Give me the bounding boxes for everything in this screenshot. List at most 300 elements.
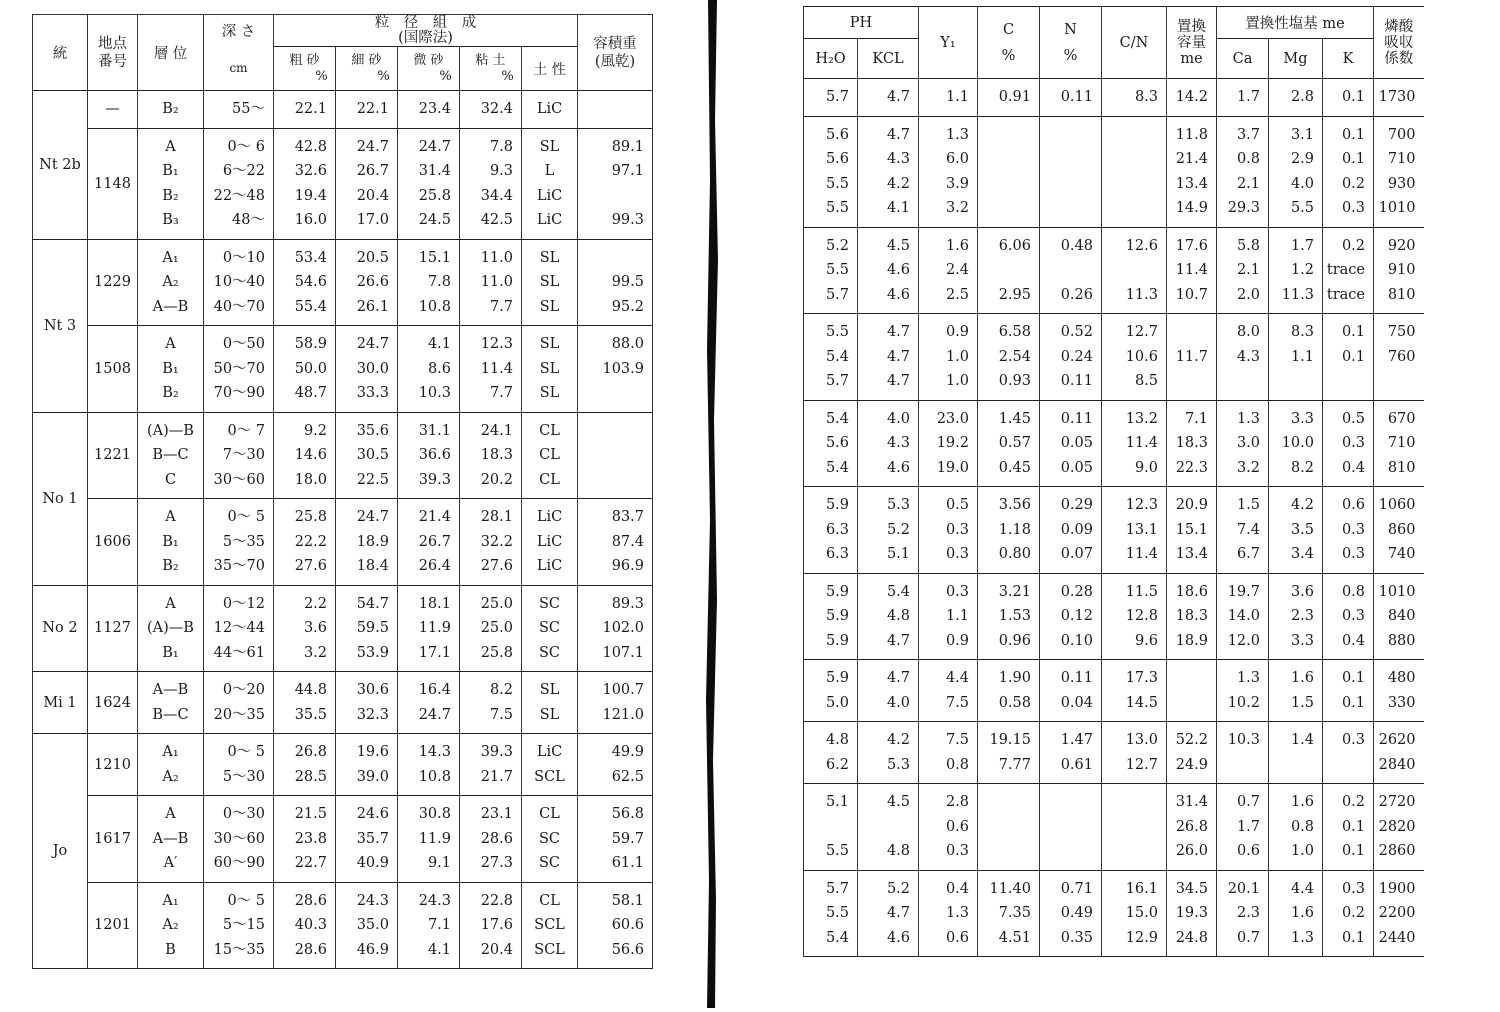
depth-value: 0〜 5	[227, 744, 265, 760]
ca-value: 14.0	[1227, 608, 1260, 624]
bulk-density-value: 89.1	[611, 138, 644, 155]
clay-value: 42.5	[480, 212, 513, 228]
horizon-value: A₁	[162, 892, 179, 909]
ca-value: 0.6	[1236, 843, 1260, 859]
bulk-density-value	[578, 97, 644, 122]
silt-value: 24.7	[418, 138, 451, 155]
cec-value: 52.2	[1175, 732, 1208, 748]
texture-cell	[522, 585, 578, 672]
ca-cell	[1217, 870, 1269, 957]
ph-kcl-cell	[858, 79, 919, 117]
k-value: 0.1	[1341, 670, 1365, 686]
carbon-value: 11.40	[989, 880, 1031, 897]
phosphate-value: 2840	[1378, 756, 1416, 773]
ca-value: 20.1	[1227, 880, 1260, 897]
clay-cell	[460, 672, 522, 734]
cn-cell	[1102, 487, 1167, 574]
ph-kcl-value: 4.7	[886, 324, 910, 340]
silt-cell	[398, 585, 460, 672]
chem-group-row	[804, 573, 1424, 660]
ph-kcl-cell	[858, 227, 919, 314]
bulk-density-value: 60.6	[611, 917, 644, 933]
silt-value: 16.4	[418, 682, 451, 698]
silt-cell	[398, 796, 460, 883]
depth-value: 0〜12	[222, 595, 265, 612]
silt-cell	[398, 91, 460, 129]
depth-cell	[204, 91, 274, 129]
soil-chemical-table	[803, 6, 1424, 957]
ph-kcl-value: 4.5	[886, 237, 910, 254]
cn-value: 14.5	[1125, 694, 1158, 711]
header-cn: C/N	[1102, 7, 1167, 79]
chem-group-row	[804, 660, 1424, 722]
phosphate-cell	[1374, 116, 1424, 227]
clay-value: 21.7	[480, 768, 513, 785]
horizon-value: A₂	[162, 768, 179, 785]
k-cell	[1323, 784, 1374, 871]
mg-value: 4.4	[1290, 880, 1314, 897]
nitrogen-cell	[1040, 314, 1102, 401]
coarse-sand-value: 22.2	[294, 533, 327, 550]
nitrogen-value: 0.11	[1060, 89, 1093, 105]
clay-cell	[460, 128, 522, 239]
cn-value: 12.9	[1125, 929, 1158, 946]
coarse-sand-value: 53.4	[294, 249, 327, 266]
y1-value: 0.9	[945, 324, 969, 340]
k-value: 0.3	[1341, 732, 1365, 748]
phosphate-value: 710	[1387, 151, 1416, 167]
depth-cell	[204, 412, 274, 499]
clay-cell	[460, 585, 522, 672]
bulk-density-value	[578, 443, 644, 468]
coarse-sand-cell	[274, 499, 336, 586]
mg-value: 1.4	[1290, 732, 1314, 748]
carbon-value: 4.51	[998, 929, 1031, 946]
ph-kcl-value: 4.8	[886, 608, 910, 624]
nitrogen-value: 0.07	[1060, 546, 1093, 562]
header-coarse-sand-label: 粗 砂	[289, 52, 320, 68]
cn-value	[1102, 123, 1158, 148]
ph-h2o-value: 5.7	[825, 89, 849, 105]
ph-kcl-value: 4.2	[886, 175, 910, 192]
depth-value: 15〜35	[213, 941, 265, 958]
ph-h2o-value	[804, 815, 849, 840]
k-value: 0.2	[1341, 794, 1365, 810]
k-value: 0.3	[1341, 200, 1365, 216]
ph-kcl-value: 4.6	[886, 286, 910, 303]
ph-kcl-cell	[858, 784, 919, 871]
carbon-value	[978, 839, 1031, 864]
bulk-density-value: 88.0	[611, 336, 644, 352]
coarse-sand-value: 14.6	[294, 447, 327, 463]
fine-sand-cell	[336, 412, 398, 499]
y1-cell	[919, 116, 978, 227]
ca-cell	[1217, 79, 1269, 117]
clay-value: 39.3	[480, 744, 513, 760]
bulk-density-value: 61.1	[611, 855, 644, 871]
mg-value: 3.6	[1290, 583, 1314, 600]
fine-sand-value: 19.6	[356, 744, 389, 760]
carbon-cell	[978, 660, 1040, 722]
header-nitrogen-label: N	[1064, 21, 1077, 38]
mg-value: 8.2	[1290, 459, 1314, 476]
y1-value: 1.1	[945, 608, 969, 624]
k-value: 0.1	[1341, 348, 1365, 365]
texture-value: SL	[539, 682, 560, 698]
nitrogen-value: 0.12	[1060, 608, 1093, 624]
k-cell	[1323, 870, 1374, 957]
y1-cell	[919, 314, 978, 401]
ph-h2o-value: 5.5	[825, 175, 849, 192]
bulk-density-value: 56.8	[611, 806, 644, 822]
carbon-cell	[978, 722, 1040, 784]
texture-value: CL	[539, 806, 560, 822]
horizon-value: B—C	[152, 706, 189, 723]
silt-value: 21.4	[418, 509, 451, 525]
fine-sand-value: 24.7	[356, 336, 389, 352]
clay-value: 24.1	[480, 422, 513, 439]
ph-h2o-value: 5.4	[825, 348, 849, 365]
cec-value: 17.6	[1175, 237, 1208, 254]
cec-value: 24.9	[1175, 756, 1208, 773]
phosphate-value: 1010	[1378, 583, 1416, 600]
horizon-value: B₃	[162, 212, 179, 228]
cn-cell	[1102, 79, 1167, 117]
site-number-cell: 1148	[88, 128, 138, 239]
cn-value	[1102, 172, 1158, 197]
fine-sand-value: 35.6	[356, 422, 389, 439]
cn-value: 11.3	[1125, 286, 1158, 303]
horizon-value: A	[165, 595, 176, 612]
right-page	[725, 0, 1500, 1008]
y1-value: 1.6	[945, 237, 969, 254]
horizon-value: B₁	[162, 163, 179, 179]
horizon-value: A—B	[152, 830, 189, 847]
phosphate-value: 700	[1387, 126, 1416, 143]
coarse-sand-cell	[274, 882, 336, 969]
ph-h2o-value: 5.7	[825, 373, 849, 389]
mg-cell	[1269, 79, 1323, 117]
texture-cell	[522, 91, 578, 129]
nitrogen-value	[1040, 258, 1093, 283]
ph-kcl-cell	[858, 487, 919, 574]
coarse-sand-value: 22.7	[294, 855, 327, 871]
coarse-sand-value: 21.5	[294, 806, 327, 822]
ph-kcl-value: 4.0	[886, 694, 910, 711]
coarse-sand-value: 9.2	[303, 422, 327, 439]
horizon-cell	[138, 734, 204, 796]
k-value: 0.2	[1341, 905, 1365, 921]
mg-cell	[1269, 870, 1323, 957]
nitrogen-value: 0.11	[1060, 410, 1093, 427]
ph-kcl-value: 5.2	[886, 880, 910, 897]
k-cell	[1323, 79, 1374, 117]
cn-value	[1102, 147, 1158, 172]
texture-value: SC	[538, 620, 561, 636]
phosphate-value: 810	[1387, 286, 1416, 303]
carbon-value	[978, 258, 1031, 283]
mg-value: 1.5	[1290, 694, 1314, 711]
site-number-cell: 1606	[88, 499, 138, 586]
header-coarse-sand	[274, 47, 336, 91]
y1-cell	[919, 400, 978, 487]
ca-value: 4.3	[1236, 348, 1260, 365]
phosphate-value: 2620	[1378, 732, 1416, 748]
horizon-cell	[138, 91, 204, 129]
fine-sand-cell	[336, 91, 398, 129]
left-page	[0, 0, 700, 1008]
depth-value: 0〜 5	[227, 892, 265, 909]
horizon-cell	[138, 499, 204, 586]
cn-value: 12.7	[1125, 324, 1158, 340]
ph-h2o-cell	[804, 870, 858, 957]
bulk-density-value: 95.2	[611, 298, 644, 315]
nitrogen-value: 0.61	[1060, 756, 1093, 773]
cec-value: 7.1	[1184, 410, 1208, 427]
ph-kcl-value	[858, 815, 910, 840]
ph-kcl-value: 5.3	[886, 497, 910, 513]
cn-value: 12.3	[1125, 497, 1158, 513]
silt-value: 30.8	[418, 806, 451, 822]
nitrogen-value: 0.35	[1060, 929, 1093, 946]
header-bulk-title: 容積重	[593, 35, 637, 52]
carbon-value: 6.06	[998, 237, 1031, 254]
cec-value: 31.4	[1175, 794, 1208, 810]
site-number-cell: 1617	[88, 796, 138, 883]
depth-value: 6〜22	[222, 163, 265, 179]
cec-cell	[1167, 573, 1217, 660]
bulk-density-value	[578, 468, 644, 493]
ph-kcl-value: 5.4	[886, 583, 910, 600]
fine-sand-value: 30.0	[356, 360, 389, 377]
clay-value: 20.2	[480, 471, 513, 488]
series-cell: No 2	[33, 585, 88, 672]
bulk-density-value: 99.5	[611, 274, 644, 290]
chem-group-row	[804, 784, 1424, 871]
k-value: 0.3	[1341, 521, 1365, 538]
carbon-cell	[978, 870, 1040, 957]
clay-value: 11.4	[480, 360, 513, 377]
fine-sand-cell	[336, 882, 398, 969]
k-cell	[1323, 722, 1374, 784]
site-row	[33, 91, 653, 129]
phosphate-cell	[1374, 784, 1424, 871]
texture-value: CL	[539, 447, 560, 463]
series-cell: Jo	[33, 734, 88, 969]
cec-value: 21.4	[1175, 151, 1208, 167]
fine-sand-cell	[336, 499, 398, 586]
phosphate-value: 740	[1387, 546, 1416, 562]
chem-group-row	[804, 870, 1424, 957]
texture-value: SCL	[534, 941, 565, 958]
depth-value: 0〜 5	[227, 509, 265, 525]
y1-cell	[919, 573, 978, 660]
nitrogen-value	[1040, 172, 1093, 197]
ph-h2o-value: 5.5	[825, 324, 849, 340]
phosphate-value: 330	[1387, 694, 1416, 711]
header-ca: Ca	[1217, 39, 1269, 79]
y1-value: 0.6	[945, 929, 969, 946]
ph-h2o-cell	[804, 400, 858, 487]
ca-value: 1.5	[1236, 497, 1260, 513]
ca-cell	[1217, 314, 1269, 401]
bulk-density-value: 121.0	[602, 706, 644, 723]
series-cell: No 1	[33, 412, 88, 585]
ca-value: 2.0	[1236, 286, 1260, 303]
header-coarse-sand-pct: %	[315, 68, 328, 84]
depth-value: 70〜90	[213, 385, 265, 401]
nitrogen-value	[1040, 196, 1093, 221]
site-number-cell: 1624	[88, 672, 138, 734]
nitrogen-cell	[1040, 400, 1102, 487]
silt-value: 17.1	[418, 644, 451, 661]
coarse-sand-value: 19.4	[294, 187, 327, 204]
carbon-value: 6.58	[998, 324, 1031, 340]
cn-value: 11.4	[1125, 546, 1158, 562]
texture-cell	[522, 796, 578, 883]
horizon-cell	[138, 882, 204, 969]
silt-value: 26.7	[418, 533, 451, 550]
depth-value: 50〜70	[213, 360, 265, 377]
k-value: 0.1	[1341, 818, 1365, 835]
depth-value: 10〜40	[213, 274, 265, 290]
bulk-density-value	[578, 381, 644, 406]
silt-value: 7.1	[427, 917, 451, 933]
y1-value: 2.5	[945, 286, 969, 303]
phosphate-cell	[1374, 227, 1424, 314]
ca-value: 3.0	[1236, 435, 1260, 451]
cec-value: 26.0	[1175, 843, 1208, 859]
header-fine-sand-pct: %	[377, 68, 390, 84]
cec-cell	[1167, 487, 1217, 574]
soil-physical-table	[32, 14, 653, 969]
ca-value: 2.3	[1236, 905, 1260, 921]
y1-value: 6.0	[945, 151, 969, 167]
header-carbon-pct: %	[1001, 47, 1016, 64]
ph-kcl-value: 4.5	[886, 794, 910, 810]
horizon-value: A₁	[162, 249, 179, 266]
clay-value: 8.2	[489, 682, 513, 698]
ca-value	[1217, 753, 1260, 778]
silt-value: 11.9	[418, 620, 451, 636]
ph-h2o-value: 4.8	[825, 732, 849, 748]
header-bases: 置換性塩基 me	[1217, 7, 1374, 39]
mg-value: 4.2	[1290, 497, 1314, 513]
cec-cell	[1167, 116, 1217, 227]
phosphate-value: 750	[1387, 324, 1416, 340]
mg-value: 2.3	[1290, 608, 1314, 624]
clay-value: 9.3	[489, 163, 513, 179]
ca-value: 12.0	[1227, 632, 1260, 649]
mg-cell	[1269, 400, 1323, 487]
silt-value: 39.3	[418, 471, 451, 488]
texture-cell	[522, 412, 578, 499]
y1-value: 2.4	[945, 262, 969, 278]
texture-value: SL	[539, 274, 560, 290]
fine-sand-value: 17.0	[356, 212, 389, 228]
carbon-value: 2.54	[998, 348, 1031, 365]
bulk-density-cell	[578, 326, 653, 413]
coarse-sand-value: 28.6	[294, 892, 327, 909]
cec-value: 14.9	[1175, 200, 1208, 216]
y1-value: 1.0	[945, 373, 969, 389]
k-value: 0.4	[1341, 632, 1365, 649]
cec-value: 18.9	[1175, 632, 1208, 649]
nitrogen-value: 0.24	[1060, 348, 1093, 365]
bulk-density-cell	[578, 499, 653, 586]
mg-cell	[1269, 722, 1323, 784]
mg-cell	[1269, 227, 1323, 314]
cn-value: 12.8	[1125, 608, 1158, 624]
bulk-density-cell	[578, 882, 653, 969]
phosphate-value: 670	[1387, 410, 1416, 427]
silt-value: 24.3	[418, 892, 451, 909]
mg-value: 3.3	[1290, 410, 1314, 427]
clay-value: 27.3	[480, 855, 513, 871]
carbon-cell	[978, 487, 1040, 574]
fine-sand-value: 35.0	[356, 917, 389, 933]
cn-cell	[1102, 784, 1167, 871]
mg-value: 1.0	[1290, 843, 1314, 859]
coarse-sand-cell	[274, 796, 336, 883]
texture-value: SC	[538, 830, 561, 847]
clay-cell	[460, 796, 522, 883]
k-cell	[1323, 116, 1374, 227]
ca-cell	[1217, 116, 1269, 227]
carbon-value	[978, 147, 1031, 172]
coarse-sand-value: 35.5	[294, 706, 327, 723]
cec-value: 15.1	[1175, 521, 1208, 538]
k-value: 0.1	[1341, 324, 1365, 340]
nitrogen-cell	[1040, 784, 1102, 871]
ph-h2o-value: 5.5	[825, 262, 849, 278]
depth-value: 30〜60	[213, 471, 265, 488]
k-cell	[1323, 400, 1374, 487]
chem-group-row	[804, 314, 1424, 401]
cec-value: 20.9	[1175, 497, 1208, 513]
bulk-density-value	[578, 246, 644, 271]
texture-cell	[522, 326, 578, 413]
bulk-density-cell	[578, 796, 653, 883]
silt-value: 24.5	[418, 212, 451, 228]
nitrogen-cell	[1040, 116, 1102, 227]
silt-cell	[398, 734, 460, 796]
clay-value: 32.4	[480, 101, 513, 117]
ph-kcl-value: 4.8	[886, 843, 910, 859]
carbon-cell	[978, 400, 1040, 487]
coarse-sand-value: 25.8	[294, 509, 327, 525]
ph-kcl-value: 5.3	[886, 756, 910, 773]
k-value: 0.1	[1341, 843, 1365, 859]
texture-value: CL	[539, 422, 560, 439]
ca-cell	[1217, 784, 1269, 871]
silt-value: 7.8	[427, 274, 451, 290]
ph-kcl-cell	[858, 314, 919, 401]
nitrogen-value: 0.49	[1060, 905, 1093, 921]
ph-h2o-value: 5.5	[825, 200, 849, 216]
k-value	[1323, 369, 1365, 394]
coarse-sand-value: 50.0	[294, 360, 327, 377]
bulk-density-value: 99.3	[611, 212, 644, 228]
texture-value: SL	[539, 360, 560, 377]
ph-h2o-value: 5.4	[825, 929, 849, 946]
horizon-value: A₁	[162, 744, 179, 760]
cn-value: 8.5	[1134, 373, 1158, 389]
carbon-value: 0.57	[998, 435, 1031, 451]
coarse-sand-cell	[274, 412, 336, 499]
cec-value: 26.8	[1175, 818, 1208, 835]
silt-cell	[398, 326, 460, 413]
